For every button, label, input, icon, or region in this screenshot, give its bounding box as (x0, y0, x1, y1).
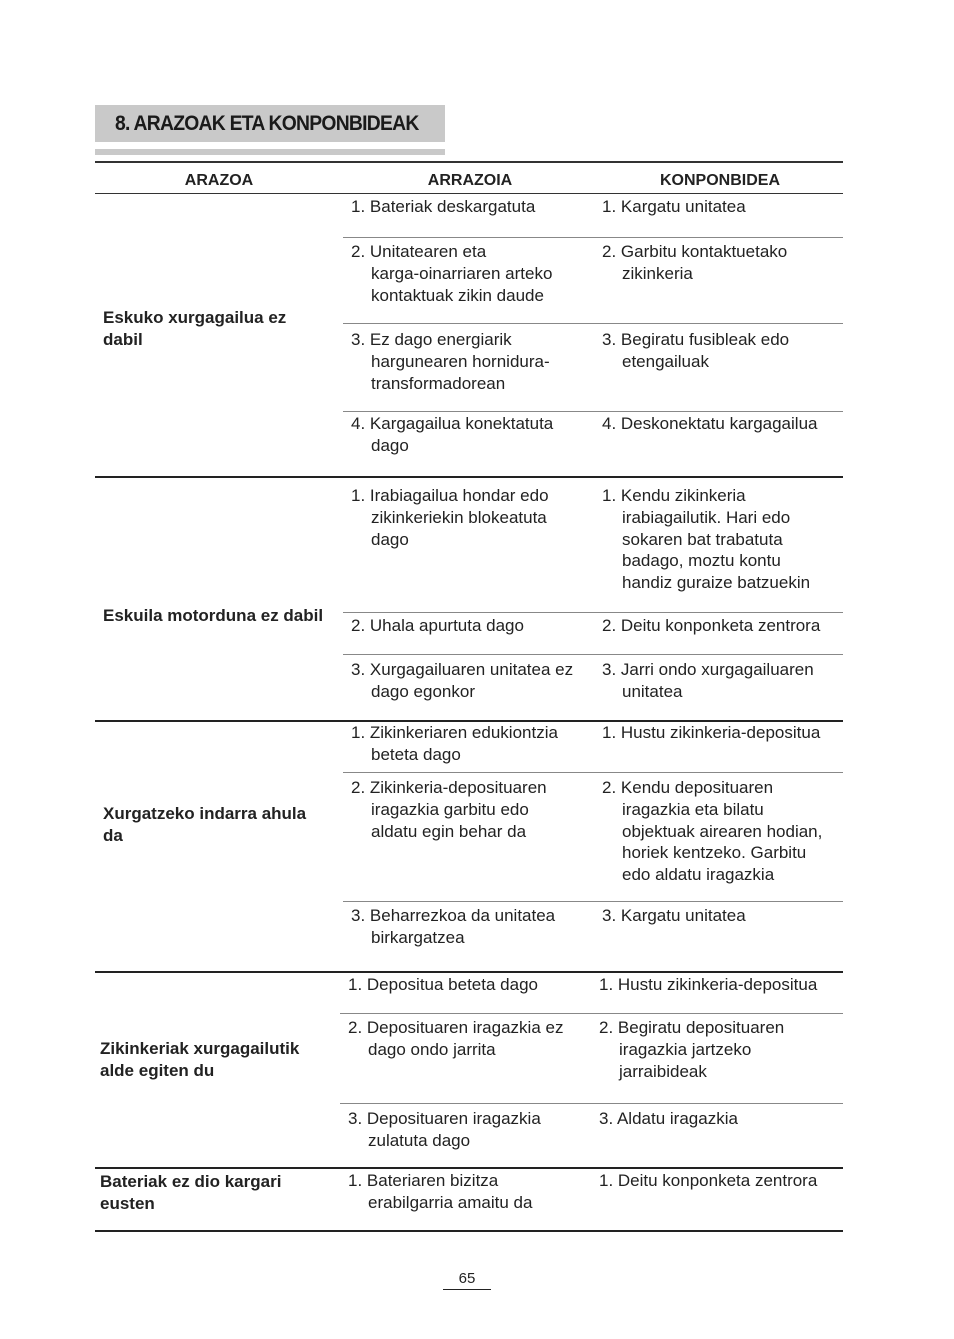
text-line: 1. Bateriaren bizitza (348, 1171, 499, 1190)
text-line: 2. Deitu konponketa zentrora (602, 616, 821, 635)
solution-cell (602, 905, 746, 927)
text-line: dago egonkor (371, 681, 475, 701)
header-solution: KONPONBIDEA (659, 172, 780, 189)
text-line: 1. Zikinkeriaren edukiontzia (351, 723, 558, 742)
text-line: 3. Deposituaren iragazkia (348, 1109, 541, 1128)
header-cause: ARRAZOIA (427, 172, 513, 189)
row-divider (343, 772, 843, 773)
text-line: 4. Kargagailua konektatuta (351, 414, 554, 433)
text-line: 2. Kendu deposituaren (602, 778, 774, 797)
text-line: iragazkia eta bilatu (622, 799, 764, 819)
text-line: 1. Kendu zikinkeria (602, 486, 746, 505)
text-line: horiek kentzeko. Garbitu (622, 843, 807, 863)
text-line: 3. Jarri ondo xurgagailuaren (602, 660, 814, 679)
solution-cell (599, 1170, 817, 1192)
cause-cell (351, 777, 547, 842)
page-number: 65 (458, 1270, 476, 1287)
text-line: 2. Begiratu deposituaren (599, 1018, 785, 1037)
text-line: erabilgarria amaitu da (368, 1192, 533, 1212)
text-line: 1. Depositua beteta dago (348, 975, 538, 994)
problem-label (103, 307, 286, 351)
text-line: zulatuta dago (368, 1130, 471, 1150)
text-line: edo aldatu iragazkia (622, 865, 775, 885)
text-line: 1. Deitu konponketa zentrora (599, 1171, 818, 1190)
cause-cell (348, 1108, 541, 1152)
text-line: jarraibideak (619, 1061, 707, 1081)
cause-cell (351, 485, 549, 550)
solution-cell (602, 615, 820, 637)
table-top-rule (95, 161, 843, 163)
text-line: birkargatzea (371, 927, 465, 947)
text-line: dago (371, 435, 409, 455)
problem-label (103, 803, 306, 847)
cause-cell (351, 659, 573, 703)
text-line: 1. Hustu zikinkeria-depositua (602, 723, 821, 742)
text-line: 3. Aldatu iragazkia (599, 1109, 738, 1128)
solution-cell (602, 722, 820, 744)
text-line: handiz guraize batzuekin (622, 573, 811, 593)
text-line: 1. Kargatu unitatea (602, 197, 746, 216)
group-bottom-rule (95, 1167, 843, 1169)
group-bottom-rule (95, 476, 843, 478)
solution-cell (599, 974, 817, 996)
text-line: 2. Deposituaren iragazkia ez (348, 1018, 564, 1037)
text-line: irabiagailutik. Hari edo (622, 507, 791, 527)
heading-underbar (95, 149, 445, 155)
text-line: zikinkeriekin blokeatuta (371, 507, 547, 527)
text-line: 2. Unitatearen eta (351, 242, 487, 261)
problem-label (100, 1171, 281, 1215)
text-line: 3. Ez dago energiarik (351, 330, 512, 349)
cause-cell (351, 241, 552, 306)
cause-cell (348, 1170, 532, 1214)
text-line: aldatu egin behar da (371, 821, 527, 841)
text-line: etengailuak (622, 351, 709, 371)
text-line: Xurgatzeko indarra ahula (103, 804, 307, 823)
section-heading (95, 105, 445, 142)
solution-cell (602, 241, 787, 285)
page-number-underline (443, 1289, 491, 1290)
solution-cell (602, 485, 810, 594)
solution-cell (602, 329, 789, 373)
cause-cell (348, 974, 538, 996)
solution-cell (602, 659, 814, 703)
text-line: 3. Kargatu unitatea (602, 906, 746, 925)
row-divider (343, 901, 843, 902)
cause-cell (351, 905, 555, 949)
text-line: karga-oinarriaren arteko (371, 263, 553, 283)
group-bottom-rule (95, 1230, 843, 1232)
cause-cell (351, 413, 553, 457)
text-line: kontaktuak zikin daude (371, 285, 544, 305)
text-line: Zikinkeriak xurgagailutik (100, 1039, 300, 1058)
text-line: 4. Deskonektatu kargagailua (602, 414, 818, 433)
text-line: 3. Xurgagailuaren unitatea ez (351, 660, 574, 679)
text-line: zikinkeria (622, 263, 693, 283)
solution-cell (599, 1017, 784, 1082)
section-title: 8. ARAZOAK ETA KONPONBIDEAK (115, 112, 419, 135)
problem-label (103, 605, 323, 627)
row-divider (343, 237, 843, 238)
row-divider (343, 323, 843, 324)
text-line: dago (371, 529, 409, 549)
text-line: eusten (100, 1193, 155, 1213)
row-divider (340, 1013, 843, 1014)
solution-cell (602, 196, 746, 218)
text-line: badago, moztu kontu (622, 551, 781, 571)
group-bottom-rule (95, 971, 843, 973)
cause-cell (351, 722, 558, 766)
cause-cell (348, 1017, 563, 1061)
text-line: 3. Beharrezkoa da unitatea (351, 906, 556, 925)
row-divider (340, 1103, 843, 1104)
cause-cell (351, 615, 524, 637)
text-line: dabil (103, 329, 143, 349)
problem-label (100, 1038, 299, 1082)
header-bottom-rule (95, 193, 843, 194)
text-line: dago ondo jarrita (368, 1039, 496, 1059)
text-line: Eskuila motorduna ez dabil (103, 606, 324, 625)
text-line: da (103, 825, 123, 845)
solution-cell (599, 1108, 738, 1130)
header-problem: ARAZOA (184, 172, 254, 189)
text-line: 1. Hustu zikinkeria-depositua (599, 975, 818, 994)
text-line: 2. Garbitu kontaktuetako (602, 242, 788, 261)
text-line: objektuak airearen hodian, (622, 821, 823, 841)
text-line: 3. Begiratu fusibleak edo (602, 330, 790, 349)
row-divider (343, 654, 843, 655)
text-line: 1. Bateriak deskargatuta (351, 197, 536, 216)
text-line: iragazkia garbitu edo (371, 799, 529, 819)
solution-cell (602, 413, 817, 435)
text-line: sokaren bat trabatuta (622, 529, 783, 549)
text-line: iragazkia jartzeko (619, 1039, 752, 1059)
cause-cell (351, 329, 550, 394)
text-line: unitatea (622, 681, 683, 701)
row-divider (343, 612, 843, 613)
text-line: 2. Zikinkeria-deposituaren (351, 778, 547, 797)
text-line: Eskuko xurgagailua ez (103, 308, 287, 327)
text-line: transformadorean (371, 373, 506, 393)
text-line: 1. Irabiagailua hondar edo (351, 486, 549, 505)
text-line: Bateriak ez dio kargari (100, 1172, 282, 1191)
text-line: 2. Uhala apurtuta dago (351, 616, 524, 635)
text-line: beteta dago (371, 744, 461, 764)
text-line: hargunearen hornidura- (371, 351, 550, 371)
row-divider (343, 411, 843, 412)
solution-cell (602, 777, 822, 886)
text-line: alde egiten du (100, 1060, 215, 1080)
cause-cell (351, 196, 535, 218)
